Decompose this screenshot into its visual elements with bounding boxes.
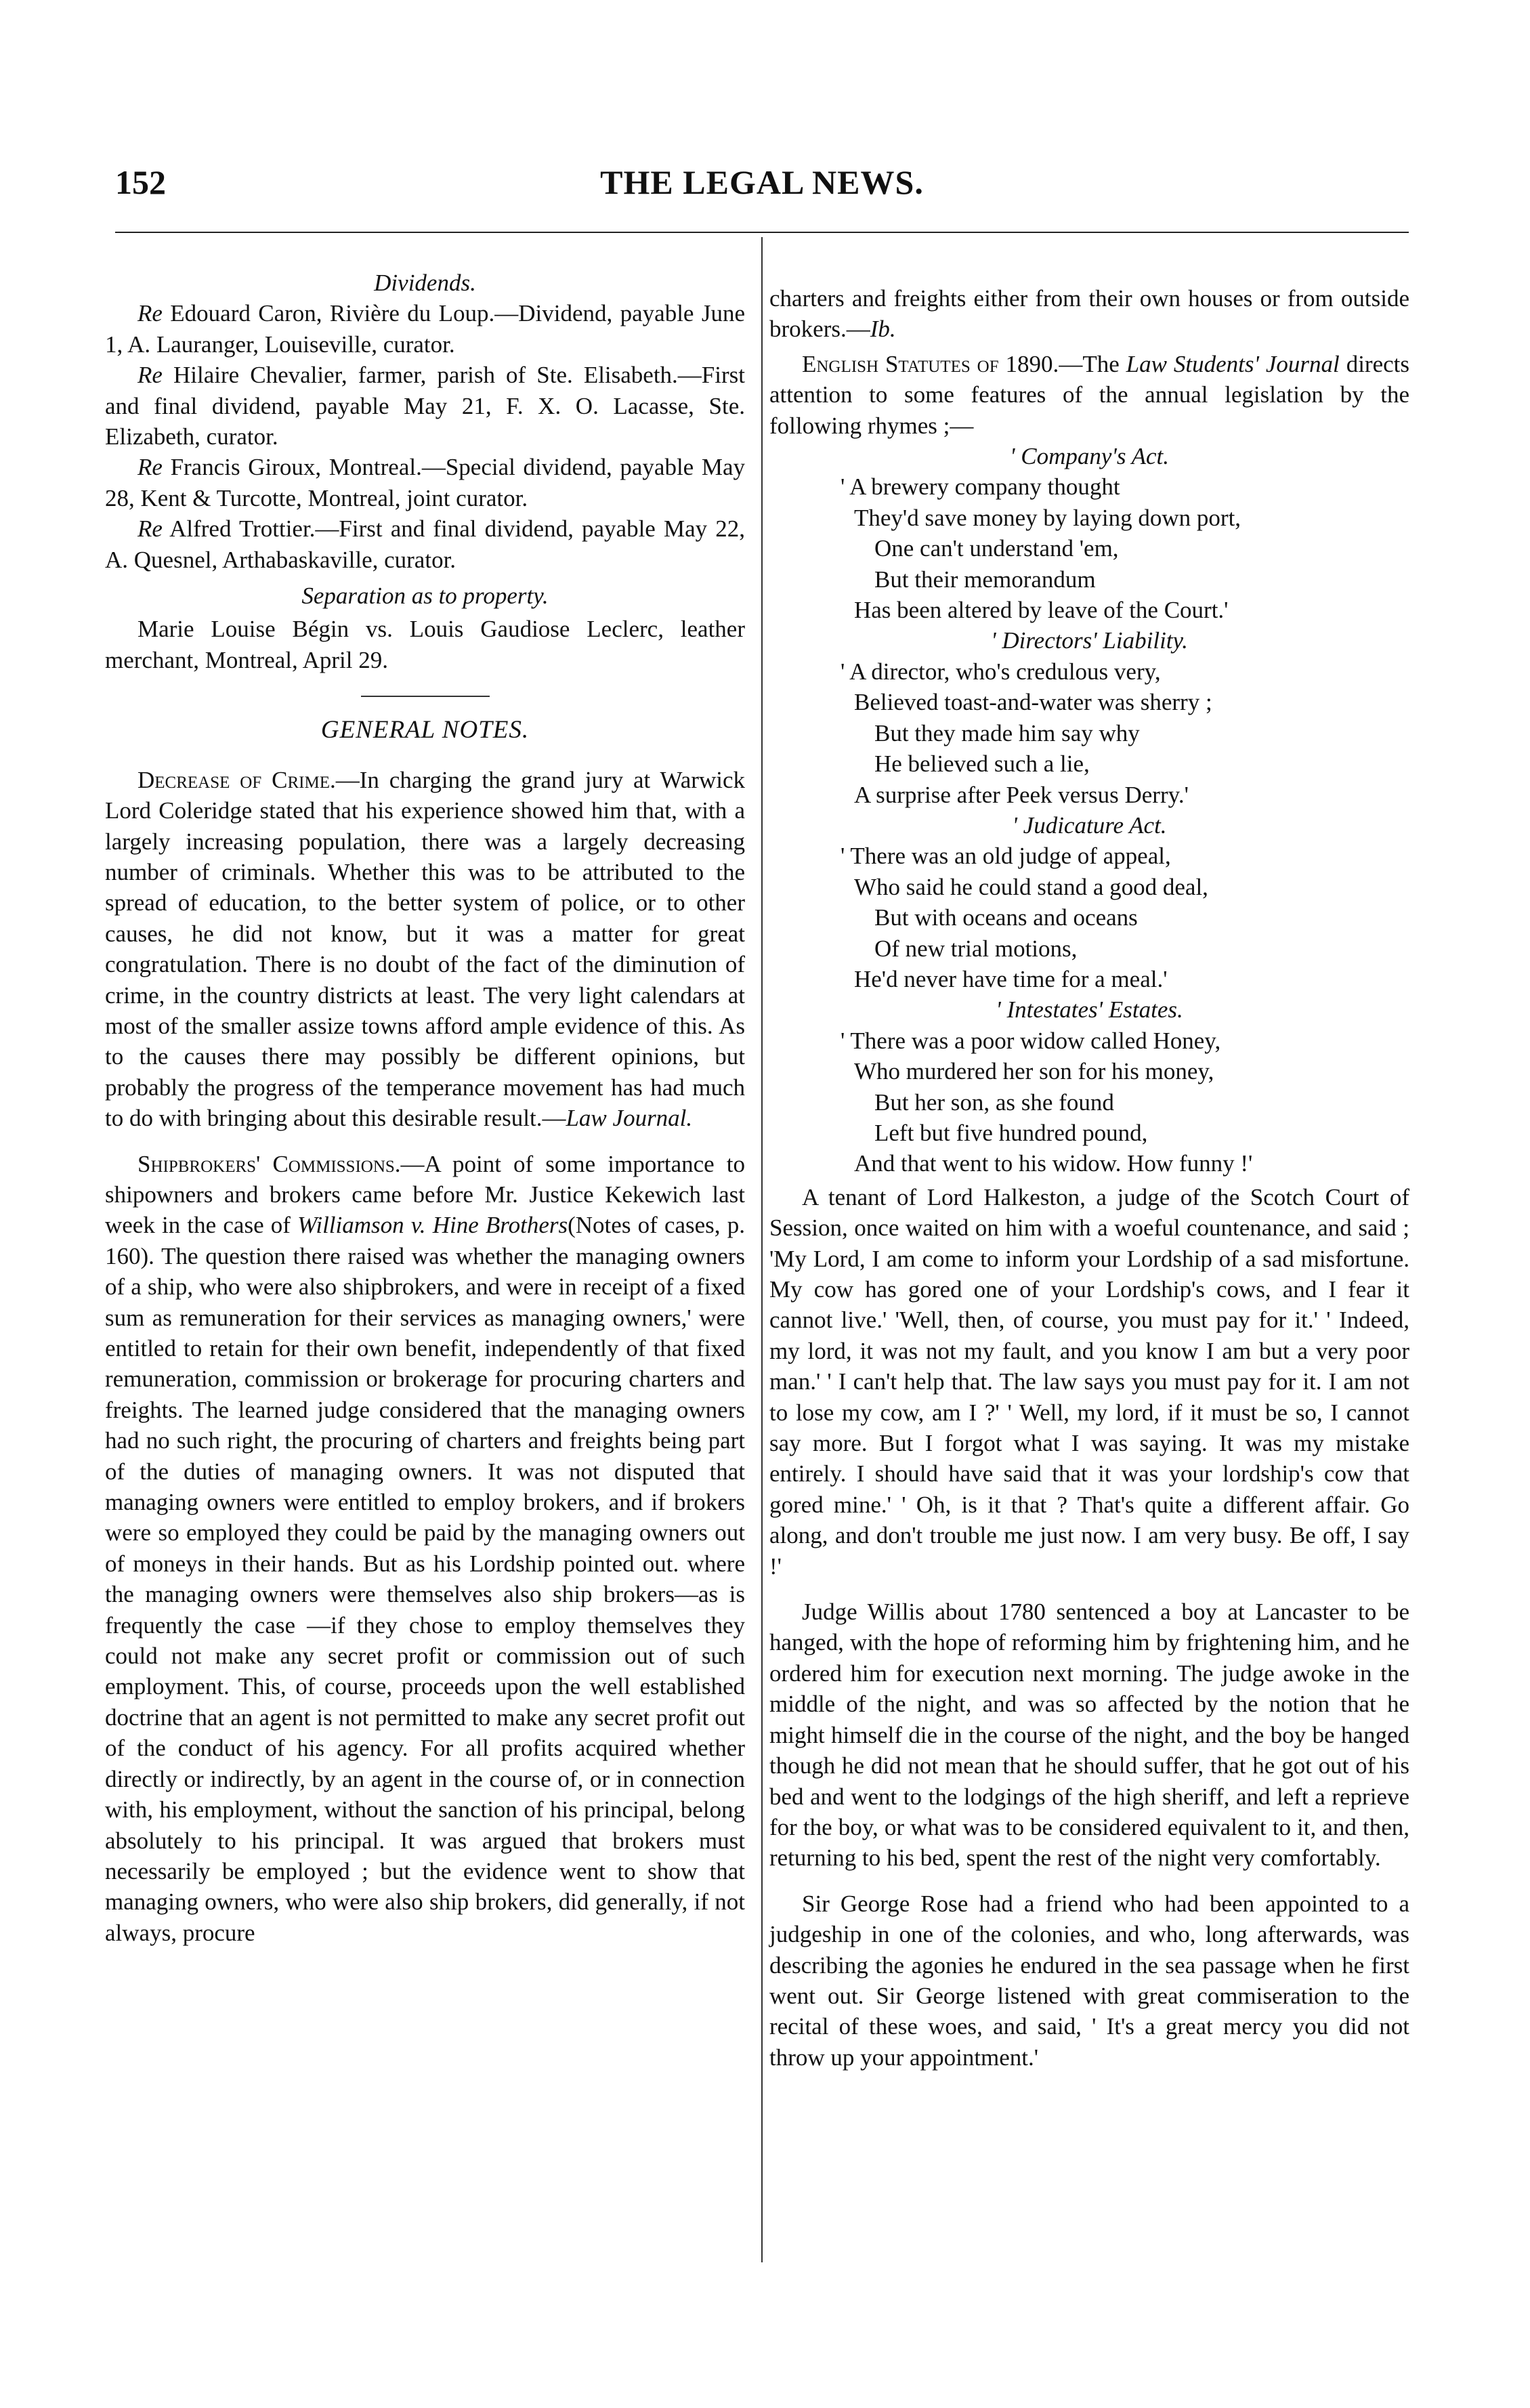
poem	[769, 625, 1409, 809]
poem-line: A surprise after Peek versus Derry.'	[854, 781, 1189, 808]
separation-heading: Separation as to property.	[301, 583, 549, 610]
poem-line: ' There was a poor widow called Honey,	[841, 1027, 1221, 1054]
dividends-list	[105, 298, 745, 575]
dividends-heading: Dividends.	[374, 270, 476, 296]
crime-text: —In charging the grand jury at Warwick Lord Coleridge stated that his experience showed him that, with a largely increasing population, there was a largely decreasing number of criminals. Whether this was to be attributed to the spread of education, to the better system of police, or to other causes, he did not know, but it was a matter for great congratulation. There is no doubt of the fact of the diminution of crime, in the country districts at least. The very light calendars at most of the smaller assize towns afford ample evidence of this. As to the causes there may possibly be different opinions, but probably the progress of the temperance movement has had much to do with bringing about this desirable result.—	[105, 766, 745, 1132]
dividend-re: Re	[137, 454, 163, 481]
dividend-entry	[105, 298, 745, 360]
crime-paragraph	[105, 765, 745, 1134]
dividend-text: Francis Giroux, Montreal.—Special dividend, payable May 28, Kent & Turcotte, Montreal, joint curator.	[105, 454, 745, 511]
poem-line: He believed such a lie,	[874, 751, 1090, 778]
ship-text-1: —A point of some importance to shipowners and brokers came before Mr. Justice Kekewich last week in the case of	[105, 1150, 745, 1239]
column-divider	[761, 237, 763, 2262]
poems	[769, 441, 1409, 1179]
crime-head: Decrease of Crime.	[137, 766, 336, 793]
willis-paragraph: Judge Willis about 1780 sentenced a boy at Lancaster to be hanged, with the hope of reforming him by frightening him, and he ordered him for execution next morning. The judge awoke in the middle of the night, and was so affected by the notion that he might himself die in the course of the night, and the boy be hanged though he did not mean that he should suffer, that he got out of his bed and went to the lodgings of the high sheriff, and left a reprieve for the boy, or what was to be considered equivalent to it, and then, returning to his bed, spent the rest of the night very comfortably.	[769, 1599, 1409, 1872]
dividend-re: Re	[137, 300, 163, 327]
rose-paragraph: Sir George Rose had a friend who had been appointed to a judgeship in one of the colonies, and who, long afterwards, was describing the agonies he endured in the sea passage when he first went out. Sir George listened with great commiseration to the recital of these woes, and said, ' It's a great mercy you did not throw up your appointment.'	[769, 1890, 1409, 2071]
ship-cont-source: Ib.	[870, 316, 896, 343]
page-number: 152	[115, 163, 166, 201]
poem-line: ' There was an old judge of appeal,	[841, 843, 1171, 870]
ship-text-2: (Notes of cases, p. 160). The question there raised was whether the managing owners of a ship, who were also shipbrokers, and were in receipt of a fixed sum as remuneration for their services as managing owners,' were entitled to retain for their own benefit, independently of that fixed remuneration, commission or brokerage for procuring charters and freights. The learned judge considered that the managing owners had no such right, the procuring of charters and freights being part of the duties of managing owners. It was not disputed that managing owners were entitled to employ brokers, and if brokers were so employed they could be paid by the managing owners out of moneys in their hands. But as his Lordship pointed out. where the managing owners were themselves also ship brokers—as is frequently the case —if they chose to employ themselves they could not make any secret profit or commission out of such employment. This, of course, proceeds upon the well established doctrine that an agent is not permitted to make any secret profit out of the conduct of his agency. For all profits acquired whether directly or indirectly, by an agent in the course of, or in connection with, his employment, without the sanction of his principal, belong absolutely to his principal. It was argued that brokers must necessarily be employed ; but the evidence went to show that managing owners, who were also ship brokers, did generally, if not always, procure	[105, 1212, 745, 1946]
dividend-re: Re	[137, 515, 163, 543]
poem-line: Has been altered by leave of the Court.'	[854, 597, 1229, 624]
poem-line: Of new trial motions,	[874, 935, 1078, 962]
shipbrokers-paragraph	[105, 1149, 745, 1949]
left-column	[105, 268, 745, 1948]
poem-line: Left but five hundred pound,	[874, 1119, 1148, 1146]
statutes-text-2: directs attention to some features of the annual legislation by the following rhymes ;—	[769, 350, 1409, 439]
dividend-re: Re	[137, 362, 163, 389]
poem-title: ' Company's Act.	[1009, 443, 1169, 470]
ship-cont-text: charters and freights either from their own houses or from outside brokers.—	[769, 285, 1409, 343]
crime-source: Law Journal.	[566, 1105, 693, 1132]
poem-line: But her son, as she found	[874, 1089, 1114, 1116]
poem-title: ' Judicature Act.	[1012, 811, 1167, 839]
dividend-text: Alfred Trottier.—First and final dividend, payable May 22, A. Quesnel, Arthabaskaville, curator.	[105, 515, 745, 573]
poem-line: Believed toast-and-water was sherry ;	[854, 689, 1212, 716]
dividend-text: Hilaire Chevalier, farmer, parish of Ste. Elisabeth.—First and final dividend, payable May 21, F. X. O. Lacasse, Ste. Elizabeth, curator.	[105, 362, 745, 450]
page-header	[115, 163, 1409, 217]
general-notes-heading: GENERAL NOTES.	[320, 716, 530, 744]
poem-line: He'd never have time for a meal.'	[854, 965, 1168, 992]
header-rule	[115, 232, 1409, 233]
ship-head: Shipbrokers' Commissions.	[137, 1150, 401, 1177]
poem-line: They'd save money by laying down port,	[854, 504, 1241, 531]
poem-line: Who said he could stand a good deal,	[854, 873, 1208, 900]
poem	[769, 994, 1409, 1179]
poem-line: But they made him say why	[874, 719, 1140, 746]
dividend-entry	[105, 452, 745, 513]
section-separator	[361, 696, 490, 697]
statutes-journal: Law Students' Journal	[1126, 350, 1340, 377]
separation-text: Marie Louise Bégin vs. Louis Gaudiose Leclerc, leather merchant, Montreal, April 29.	[105, 616, 745, 673]
poem-line: But their memorandum	[874, 566, 1096, 593]
statutes-head: English Statutes of 1890.	[802, 350, 1059, 377]
dividend-text: Edouard Caron, Rivière du Loup.—Dividend, payable June 1, A. Lauranger, Louiseville, curator.	[105, 300, 745, 358]
poem	[769, 810, 1409, 994]
ship-continuation	[769, 283, 1409, 345]
poem-line: But with oceans and oceans	[874, 904, 1138, 931]
right-column	[769, 283, 1409, 2073]
poem-line: Who murdered her son for his money,	[854, 1058, 1214, 1085]
dividend-entry	[105, 513, 745, 575]
poem	[769, 441, 1409, 625]
dividend-entry	[105, 360, 745, 452]
journal-title: THE LEGAL NEWS.	[600, 163, 924, 201]
poem-line: ' A director, who's credulous very,	[841, 658, 1161, 685]
poem-title: ' Directors' Liability.	[991, 627, 1188, 654]
statutes-paragraph	[769, 349, 1409, 441]
poem-title: ' Intestates' Estates.	[996, 996, 1183, 1023]
ship-case: Williamson v. Hine Brothers	[297, 1212, 568, 1239]
halkeston-paragraph: A tenant of Lord Halkeston, a judge of the Scotch Court of Session, once waited on him with a woeful countenance, and said ; 'My Lord, I am come to inform your Lordship of a sad misfortune. My cow has gored one of your Lordship's cows, and I fear it cannot live.' 'Well, then, of course, you must pay for it.' ' Indeed, my lord, it was not my fault, and you know I am but a very poor man.' ' I can't help that. The law says you must pay for it. I am not to lose my cow, am I ?' ' Well, my lord, if it must be so, I cannot say more. But I forgot what I was saying. It was my mistake entirely. I should have said that it was your lordship's cow that gored mine.' ' Oh, is it that ? That's quite a different affair. Go along, and don't trouble me just now. I am very busy. Be off, I say !'	[769, 1183, 1409, 1580]
poem-line: And that went to his widow. How funny !'	[854, 1150, 1253, 1177]
poem-line: ' A brewery company thought	[841, 473, 1120, 501]
statutes-text-1: —The	[1059, 350, 1126, 377]
poem-line: One can't understand 'em,	[874, 535, 1119, 562]
